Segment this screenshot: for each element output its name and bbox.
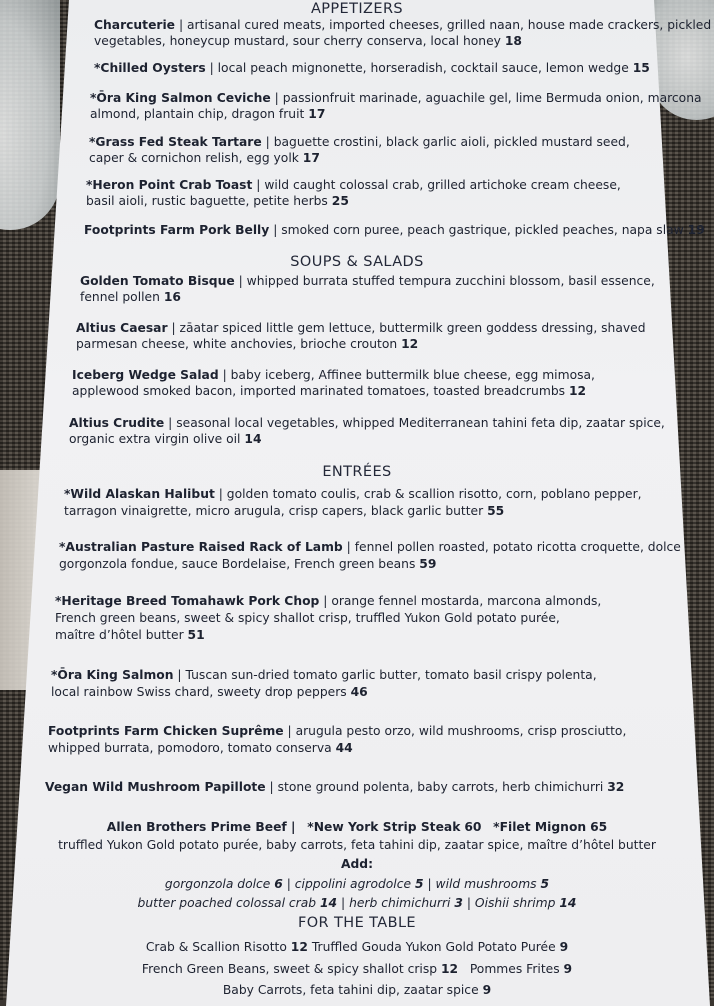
menu-item-desc: almond, plantain chip, dragon fruit 17 [90, 107, 326, 121]
heading-entrees: ENTRÉES [322, 464, 392, 480]
sides-line-3: Baby Carrots, feta tahini dip, zaatar spice 9 [222, 983, 492, 997]
menu-item-desc: tarragon vinaigrette, micro arugula, crisp capers, black garlic butter 55 [64, 504, 505, 518]
menu-item-crab-toast: *Heron Point Crab Toast | wild caught colossal crab, grilled artichoke cream cheese, [86, 178, 621, 192]
menu-item-desc: organic extra virgin olive oil 14 [69, 432, 262, 446]
menu-item-desc: parmesan cheese, white anchovies, brioche crouton 12 [76, 337, 419, 351]
heading-for-the-table: FOR THE TABLE [297, 915, 416, 931]
menu-item-desc: French green beans, sweet & spicy shallot crisp, truffled Yukon Gold potato purée, [55, 611, 560, 625]
menu-item-desc: applewood smoked bacon, imported marinated tomatoes, toasted breadcrumbs 12 [72, 384, 587, 398]
add-ons-line-2: butter poached colossal crab 14 | herb chimichurri 3 | Oishii shrimp 14 [137, 896, 577, 910]
menu-item-desc: whipped burrata, pomodoro, tomato conserva 44 [48, 741, 353, 755]
heading-appetizers: APPETIZERS [310, 1, 404, 17]
prime-beef-desc: truffled Yukon Gold potato purée, baby carrots, feta tahini dip, zaatar spice, maître d’hôtel butter [58, 838, 656, 852]
menu-item-tomato-bisque: Golden Tomato Bisque | whipped burrata stuffed tempura zucchini blossom, basil essence, [80, 274, 655, 288]
menu-item-desc: vegetables, honeycup mustard, sour cherry conserva, local honey 18 [94, 34, 522, 48]
menu-item-desc: gorgonzola fondue, sauce Bordelaise, French green beans 59 [59, 557, 437, 571]
menu-item-mushroom-papillote: Vegan Wild Mushroom Papillote | stone ground polenta, baby carrots, herb chimichurri 32 [45, 780, 625, 794]
menu-item-steak-tartare: *Grass Fed Steak Tartare | baguette crostini, black garlic aioli, pickled mustard seed, [89, 135, 630, 149]
menu-item-wedge-salad: Iceberg Wedge Salad | baby iceberg, Affinee buttermilk blue cheese, egg mimosa, [72, 368, 595, 382]
menu-item-rack-of-lamb: *Australian Pasture Raised Rack of Lamb | fennel pollen roasted, potato ricotta croquette, dolce [59, 540, 681, 554]
menu-item-chilled-oysters: *Chilled Oysters | local peach mignonette, horseradish, cocktail sauce, lemon wedge 15 [94, 61, 650, 75]
menu-item-ora-king-salmon: *Ōra King Salmon | Tuscan sun-dried tomato garlic butter, tomato basil crispy polenta, [51, 668, 597, 682]
menu-item-altius-crudite: Altius Crudite | seasonal local vegetables, whipped Mediterranean tahini feta dip, zaatar spice, [69, 416, 665, 430]
menu-item-altius-caesar: Altius Caesar | zāatar spiced little gem lettuce, buttermilk green goddess dressing, shaved [76, 321, 646, 335]
menu-item-pork-chop: *Heritage Breed Tomahawk Pork Chop | orange fennel mostarda, marcona almonds, [55, 594, 602, 608]
heading-soups-salads: SOUPS & SALADS [290, 254, 424, 270]
menu-item-charcuterie: Charcuterie | artisanal cured meats, imported cheeses, grilled naan, house made crackers, pickled [94, 18, 712, 32]
menu-item-chicken-supreme: Footprints Farm Chicken Suprême | arugula pesto orzo, wild mushrooms, crisp prosciutto, [48, 724, 627, 738]
menu-item-desc: maître d’hôtel butter 51 [55, 628, 205, 642]
menu-item-desc: basil aioli, rustic baguette, petite herbs 25 [86, 194, 349, 208]
menu-item-desc: caper & cornichon relish, egg yolk 17 [89, 151, 320, 165]
add-ons-line-1: gorgonzola dolce 6 | cippolini agrodolce 5 | wild mushrooms 5 [164, 877, 550, 891]
menu-item-halibut: *Wild Alaskan Halibut | golden tomato coulis, crab & scallion risotto, corn, poblano pepper, [64, 487, 642, 501]
menu-item-pork-belly: Footprints Farm Pork Belly | smoked corn puree, peach gastrique, pickled peaches, napa slaw 19 [84, 223, 705, 237]
prime-beef-title: Allen Brothers Prime Beef | *New York Strip Steak 60 *Filet Mignon 65 [106, 820, 608, 834]
sides-line-2: French Green Beans, sweet & spicy shallot crisp 12 Pommes Frites 9 [141, 962, 573, 976]
menu-item-desc: fennel pollen 16 [80, 290, 181, 304]
sides-line-1: Crab & Scallion Risotto 12 Truffled Gouda Yukon Gold Potato Purée 9 [145, 940, 569, 954]
menu-item-desc: local rainbow Swiss chard, sweety drop peppers 46 [51, 685, 368, 699]
add-label: Add: [340, 857, 374, 871]
menu-item-salmon-ceviche: *Ōra King Salmon Ceviche | passionfruit marinade, aguachile gel, lime Bermuda onion, marcona [90, 91, 702, 105]
